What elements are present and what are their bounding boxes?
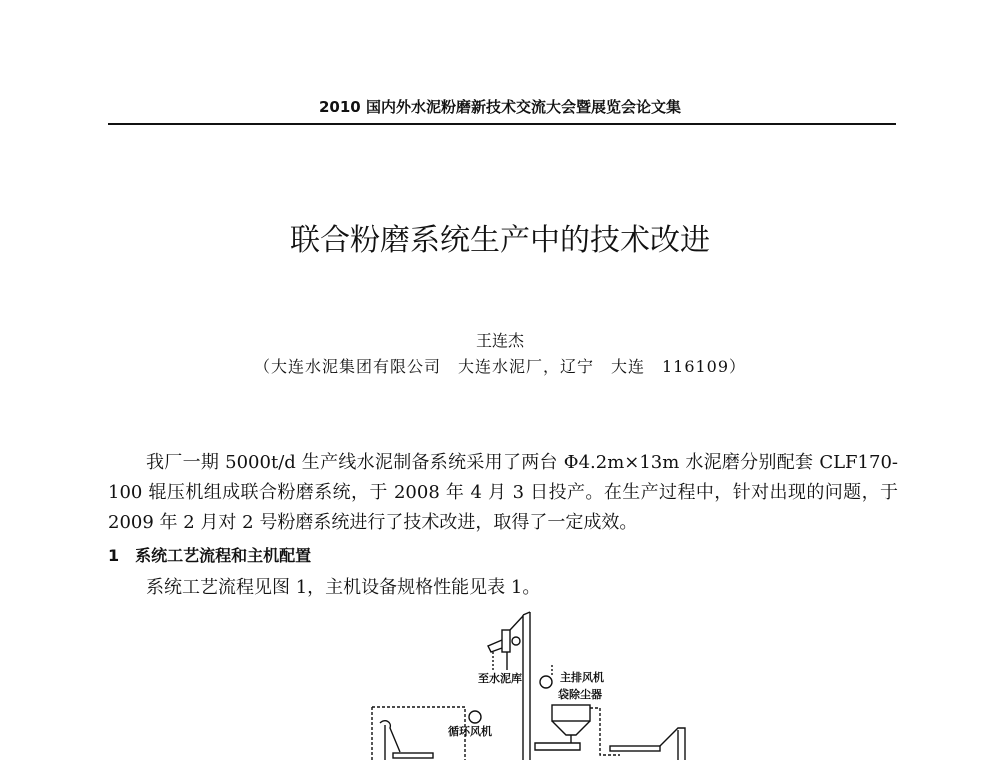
paragraph-figure-ref: 系统工艺流程见图 1，主机设备规格性能见表 1。 — [146, 577, 541, 598]
separator — [488, 616, 523, 670]
main-fan-icon — [540, 665, 552, 688]
bucket-elevator — [523, 612, 530, 760]
label-circulating-fan: 循环风机 — [448, 725, 492, 738]
paper-title: 联合粉磨系统生产中的技术改进 — [290, 223, 710, 258]
label-to-silo: 至水泥库 — [478, 672, 522, 685]
right-conveyor — [610, 728, 685, 760]
author: 王连杰 — [475, 331, 524, 350]
running-head: 2010 国内外水泥粉磨新技术交流大会暨展览会论文集 — [319, 98, 681, 116]
process-flow-diagram — [360, 610, 700, 760]
label-main-fan: 主排风机 — [560, 671, 604, 684]
label-bag-filter: 袋除尘器 — [558, 688, 602, 701]
bag-filter — [535, 705, 620, 755]
header-rule — [108, 123, 896, 125]
paragraph-intro: 我厂一期 5000t/d 生产线水泥制备系统采用了两台 Φ4.2m×13m 水泥磨分别配套 CLF170-100 辊压机组成联合粉磨系统，于 2008 年 4 月 3 日投产。在生产过程中，针对出现的问题，于 2009 年 2 月对 2 号粉磨系统进行了技术改进，取得了一定成效。 — [108, 452, 898, 533]
affiliation: （大连水泥集团有限公司 大连水泥厂，辽宁 大连 116109） — [253, 357, 747, 376]
section-heading: 1 系统工艺流程和主机配置 — [108, 546, 312, 565]
